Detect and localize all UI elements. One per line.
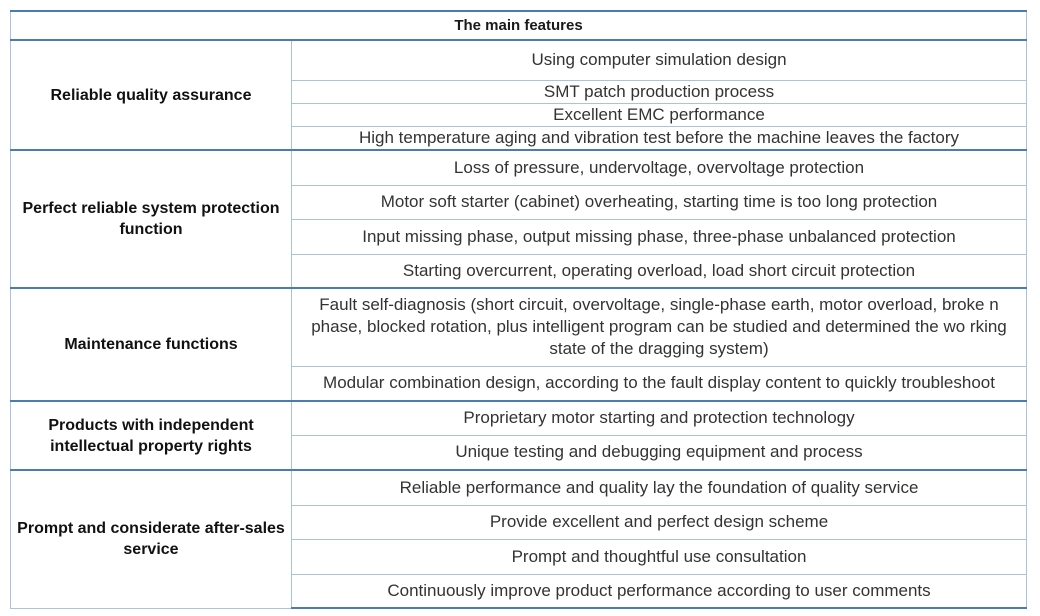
feature-cell: Unique testing and debugging equipment and process <box>292 435 1027 470</box>
feature-cell: Provide excellent and perfect design scheme <box>292 505 1027 539</box>
features-table <box>10 10 1027 609</box>
feature-cell: Fault self-diagnosis (short circuit, overvoltage, single-phase earth, motor overload, broke n phase, blocked rotation, plus intelligent program can be studied and determined the wo rking state of the dragging system) <box>292 288 1027 366</box>
feature-cell: Continuously improve product performance according to user comments <box>292 574 1027 608</box>
table-row <box>11 150 1027 185</box>
table-row <box>11 40 1027 80</box>
feature-cell: Prompt and thoughtful use consultation <box>292 539 1027 574</box>
feature-cell: SMT patch production process <box>292 80 1027 103</box>
feature-cell: Input missing phase, output missing phase, three-phase unbalanced protection <box>292 219 1027 254</box>
feature-cell: Modular combination design, according to the fault display content to quickly troubleshoot <box>292 366 1027 401</box>
category-cell: Maintenance functions <box>11 288 292 401</box>
feature-cell: Loss of pressure, undervoltage, overvoltage protection <box>292 150 1027 185</box>
table-row <box>11 288 1027 366</box>
feature-cell: Starting overcurrent, operating overload, load short circuit protection <box>292 254 1027 288</box>
table-title: The main features <box>11 11 1027 40</box>
category-cell: Prompt and considerate after-sales service <box>11 470 292 608</box>
feature-cell: Motor soft starter (cabinet) overheating, starting time is too long protection <box>292 185 1027 219</box>
category-cell: Perfect reliable system protection function <box>11 150 292 288</box>
feature-cell: Using computer simulation design <box>292 40 1027 80</box>
feature-cell: High temperature aging and vibration test before the machine leaves the factory <box>292 126 1027 150</box>
table-header-row <box>11 11 1027 40</box>
category-cell: Reliable quality assurance <box>11 40 292 150</box>
category-cell: Products with independent intellectual property rights <box>11 401 292 470</box>
table-row <box>11 401 1027 435</box>
table-row <box>11 470 1027 505</box>
feature-cell: Excellent EMC performance <box>292 103 1027 126</box>
feature-cell: Reliable performance and quality lay the foundation of quality service <box>292 470 1027 505</box>
feature-cell: Proprietary motor starting and protection technology <box>292 401 1027 435</box>
